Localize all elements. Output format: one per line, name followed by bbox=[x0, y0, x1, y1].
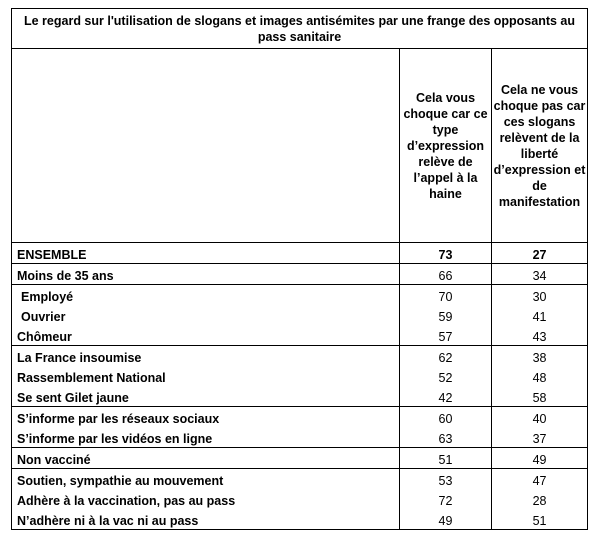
row-value-ne-choque-pas: 37 bbox=[492, 427, 588, 448]
row-label: Adhère à la vaccination, pas au pass bbox=[12, 489, 400, 509]
row-value-choque: 62 bbox=[400, 346, 492, 367]
table-row bbox=[12, 489, 588, 509]
row-value-choque: 53 bbox=[400, 469, 492, 490]
row-value-ne-choque-pas: 27 bbox=[492, 243, 588, 264]
row-value-choque: 51 bbox=[400, 448, 492, 469]
row-value-ne-choque-pas: 58 bbox=[492, 386, 588, 407]
row-value-ne-choque-pas: 48 bbox=[492, 366, 588, 386]
row-value-ne-choque-pas: 28 bbox=[492, 489, 588, 509]
row-label: N’adhère ni à la vac ni au pass bbox=[12, 509, 400, 530]
row-value-ne-choque-pas: 30 bbox=[492, 285, 588, 306]
table-row bbox=[12, 264, 588, 285]
row-label: Se sent Gilet jaune bbox=[12, 386, 400, 407]
row-label: Soutien, sympathie au mouvement bbox=[12, 469, 400, 490]
column-header-choque: Cela vous choque car ce type d’expression relève de l’appel à la haine bbox=[400, 49, 492, 243]
table-row bbox=[12, 305, 588, 325]
row-label: Rassemblement National bbox=[12, 366, 400, 386]
row-label: Employé bbox=[12, 285, 400, 306]
row-value-ne-choque-pas: 40 bbox=[492, 407, 588, 428]
table-row bbox=[12, 346, 588, 367]
table-row bbox=[12, 325, 588, 346]
row-label: Ouvrier bbox=[12, 305, 400, 325]
row-value-ne-choque-pas: 38 bbox=[492, 346, 588, 367]
row-value-ne-choque-pas: 51 bbox=[492, 509, 588, 530]
row-label: Chômeur bbox=[12, 325, 400, 346]
row-value-ne-choque-pas: 41 bbox=[492, 305, 588, 325]
row-label: ENSEMBLE bbox=[12, 243, 400, 264]
row-label: S’informe par les réseaux sociaux bbox=[12, 407, 400, 428]
row-label: S’informe par les vidéos en ligne bbox=[12, 427, 400, 448]
row-label: La France insoumise bbox=[12, 346, 400, 367]
row-value-choque: 60 bbox=[400, 407, 492, 428]
column-header-ne-choque-pas: Cela ne vous choque pas car ces slogans relèvent de la liberté d’expression et de manifestation bbox=[492, 49, 588, 243]
table-row bbox=[12, 243, 588, 264]
row-value-ne-choque-pas: 47 bbox=[492, 469, 588, 490]
table-row bbox=[12, 448, 588, 469]
survey-table bbox=[11, 8, 588, 530]
row-value-ne-choque-pas: 43 bbox=[492, 325, 588, 346]
row-value-choque: 42 bbox=[400, 386, 492, 407]
row-value-ne-choque-pas: 49 bbox=[492, 448, 588, 469]
table-row bbox=[12, 407, 588, 428]
header-empty-cell bbox=[12, 49, 400, 243]
row-value-choque: 73 bbox=[400, 243, 492, 264]
table-row bbox=[12, 386, 588, 407]
row-label: Non vacciné bbox=[12, 448, 400, 469]
header-row bbox=[12, 49, 588, 243]
row-value-choque: 72 bbox=[400, 489, 492, 509]
title-row bbox=[12, 9, 588, 49]
table-row bbox=[12, 509, 588, 530]
table-row bbox=[12, 427, 588, 448]
row-value-choque: 63 bbox=[400, 427, 492, 448]
table-title: Le regard sur l'utilisation de slogans et images antisémites par une frange des opposants au pass sanitaire bbox=[12, 9, 588, 49]
table-row bbox=[12, 469, 588, 490]
row-value-choque: 70 bbox=[400, 285, 492, 306]
row-value-choque: 52 bbox=[400, 366, 492, 386]
table-row bbox=[12, 366, 588, 386]
row-value-choque: 57 bbox=[400, 325, 492, 346]
table-row bbox=[12, 285, 588, 306]
row-value-ne-choque-pas: 34 bbox=[492, 264, 588, 285]
row-value-choque: 49 bbox=[400, 509, 492, 530]
row-label: Moins de 35 ans bbox=[12, 264, 400, 285]
row-value-choque: 59 bbox=[400, 305, 492, 325]
row-value-choque: 66 bbox=[400, 264, 492, 285]
